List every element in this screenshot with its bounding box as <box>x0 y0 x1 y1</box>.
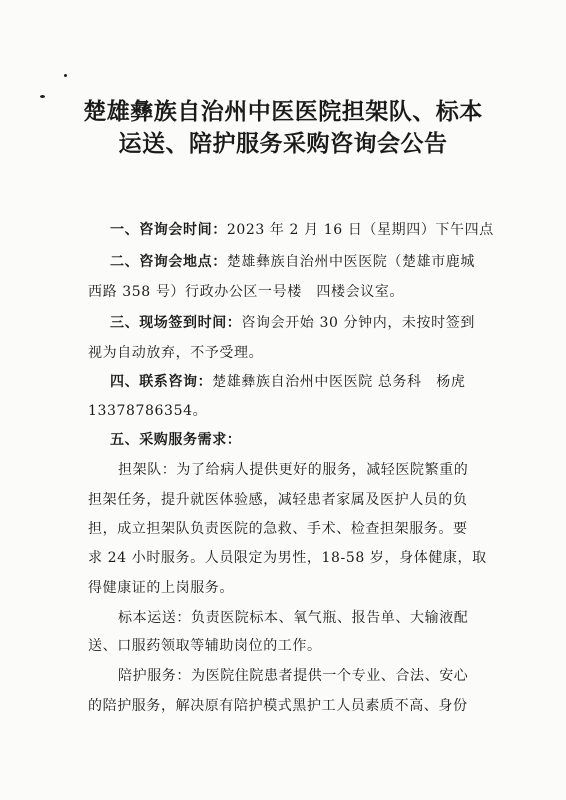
meeting-place-value-line1: 楚雄彝族自治州中医医院（楚雄市鹿城 <box>226 254 476 270</box>
stretcher-line-2: 担架任务，提升就医体验感，减轻患者家属及医护人员的负 <box>88 492 468 508</box>
meeting-time <box>110 220 494 240</box>
title-line-2: 运送、陪护服务采购咨询会公告 <box>118 131 448 157</box>
signin-time-value-line1: 咨询会开始 30 分钟内，未按时签到 <box>241 315 475 331</box>
meeting-place-label: 二、咨询会地点： <box>110 254 227 270</box>
scan-speck <box>64 74 67 77</box>
specimen-line-2: 送、口服药领取等辅助岗位的工作。 <box>88 638 322 654</box>
meeting-time-value: 2023 年 2 月 16 日（星期四）下午四点 <box>226 222 494 238</box>
signin-time-line2: 视为自动放弃，不予受理。 <box>88 345 264 361</box>
signin-time-label: 三、现场签到时间： <box>110 315 242 331</box>
demand-heading: 五、采购服务需求： <box>110 432 242 448</box>
title-line-1: 楚雄彝族自治州中医医院担架队、标本 <box>83 99 483 125</box>
escort-line-2: 的陪护服务，解决原有陪护模式黑护工人员素质不高、身份 <box>88 698 468 714</box>
stretcher-line-1: 担架队：为了给病人提供更好的服务，减轻医院繁重的 <box>118 462 469 478</box>
signin-time <box>110 313 475 333</box>
contact <box>110 372 465 392</box>
contact-value-line1: 楚雄彝族自治州中医医院 总务科 杨虎 <box>212 374 466 390</box>
stretcher-line-3: 担，成立担架队负责医院的急救、手术、检查担架服务。要 <box>88 521 468 537</box>
escort-line-1: 陪护服务：为医院住院患者提供一个专业、合法、安心 <box>118 668 469 684</box>
stretcher-line-5: 得健康证的上岗服务。 <box>88 580 234 596</box>
contact-phone: 13378786354。 <box>88 403 208 419</box>
meeting-time-label: 一、咨询会时间： <box>110 222 227 238</box>
meeting-place-line2: 西路 358 号）行政办公区一号楼 四楼会议室。 <box>88 284 405 300</box>
scan-speck <box>40 95 45 98</box>
meeting-place <box>110 252 475 272</box>
document-title <box>60 96 506 160</box>
contact-label: 四、联系咨询： <box>110 374 213 390</box>
stretcher-line-4: 求 24 小时服务。人员限定为男性，18-58 岁，身体健康，取 <box>88 550 487 566</box>
specimen-line-1: 标本运送：负责医院标本、氧气瓶、报告单、大输液配 <box>118 610 469 626</box>
